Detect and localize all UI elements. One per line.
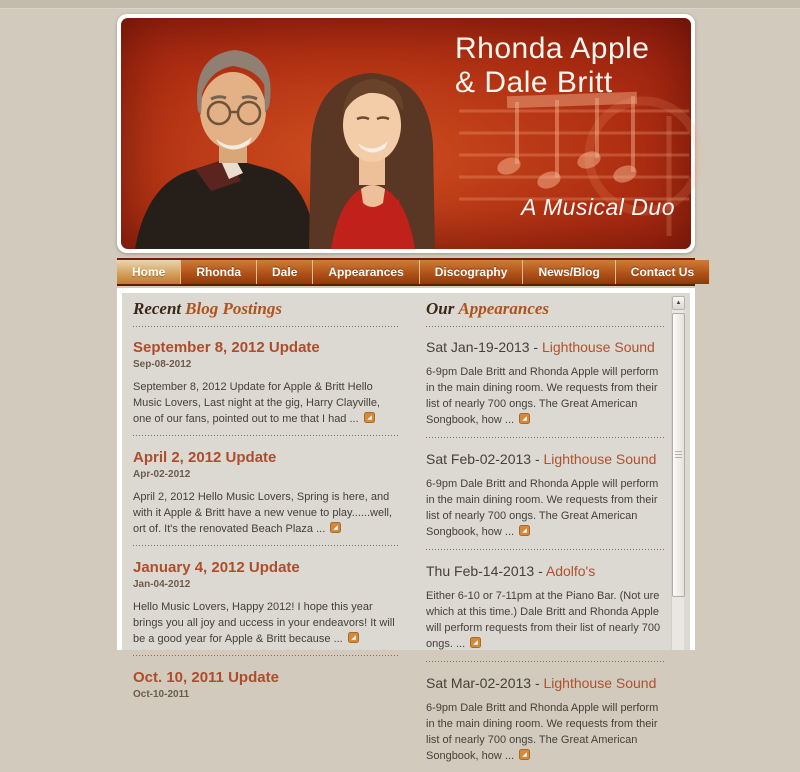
blog-heading [133,299,400,318]
blog-column [133,297,400,709]
blog-post [133,339,400,428]
separator [133,434,400,436]
nav-item-discography[interactable]: Discography [420,260,524,284]
blog-post-title-link[interactable]: January 4, 2012 Update [133,559,300,576]
blog-post-date: Oct-10-2011 [133,689,190,700]
nav-item-home[interactable]: Home [117,260,181,284]
nav-item-contact[interactable]: Contact Us [616,260,710,284]
nav-item-rhonda[interactable]: Rhonda [181,260,257,284]
site-title-line2: & Dale Britt [455,66,613,99]
appearance-title [426,451,664,467]
header-banner [121,18,691,249]
blog-post-excerpt: Hello Music Lovers, Happy 2012! I hope this year brings you all joy and uccess in your endeavors! It will be a good year for Apple & Britt because ... [133,599,400,648]
music-notes-graphic [459,86,689,246]
appearance-item [426,563,664,653]
appearance-item [426,339,664,429]
site-tagline: A Musical Duo [521,194,675,220]
nav-item-newsblog[interactable]: News/Blog [523,260,615,284]
appearance-venue-link[interactable]: Lighthouse Sound [543,675,657,691]
appearance-venue-link[interactable]: Lighthouse Sound [543,451,657,467]
appearance-item [426,675,664,765]
content-area [122,293,690,762]
nav-item-dale[interactable]: Dale [257,260,313,284]
blog-post-title-link[interactable]: April 2, 2012 Update [133,449,277,466]
blog-post-date: Sep-08-2012 [133,359,192,370]
read-more-icon[interactable] [519,413,530,429]
separator [133,654,400,656]
separator [426,660,664,662]
scrollbar-thumb[interactable] [672,313,685,597]
separator [426,436,664,438]
appearances-heading-accent: Appearances [458,299,550,318]
blog-post [133,449,400,538]
appearance-item [426,451,664,541]
appearance-title [426,563,664,579]
separator [133,544,400,546]
scroll-up-arrow-icon: ▲ [675,300,682,306]
blog-post [133,559,400,648]
appearance-title [426,675,664,691]
site-wrapper [117,14,695,762]
appearances-heading-prefix: Our [426,299,455,318]
appearance-description: 6-9pm Dale Britt and Rhonda Apple will perform in the main dining room. We requests from their list of nearly 700 ongs. The Great American Songbook, how ... [426,364,664,429]
read-more-icon[interactable] [364,412,375,428]
read-more-icon[interactable] [470,637,481,653]
appearance-venue-link[interactable]: Adolfo's [545,563,596,579]
read-more-icon[interactable] [519,525,530,541]
blog-post-date: Apr-02-2012 [133,469,191,480]
blog-post-date: Jan-04-2012 [133,579,191,590]
content-frame [117,288,695,762]
appearance-description: Either 6-10 or 7-11pm at the Piano Bar. (Not ure which at this time.) Dale Britt and Rhonda Apple will perform requests from their list of nearly 700 ongs. ... [426,588,664,653]
scrollbar-grip-icon [675,451,682,459]
separator [133,325,400,327]
separator [426,325,664,327]
separator [426,548,664,550]
appearances-column [426,297,664,772]
appearances-heading [426,299,664,318]
appearance-description: 6-9pm Dale Britt and Rhonda Apple will perform in the main dining room. We requests from their list of nearly 700 ongs. The Great American Songbook, how ... [426,700,664,765]
read-more-icon[interactable] [330,522,341,538]
read-more-icon[interactable] [519,749,530,765]
appearance-date: Sat Mar-02-2013 - [426,675,544,691]
scrollbar-up-button[interactable] [672,296,685,310]
blog-post [133,669,400,700]
appearance-date: Thu Feb-14-2013 - [426,563,546,579]
blog-post-title-link[interactable]: September 8, 2012 Update [133,339,320,356]
blog-heading-accent: Blog Postings [185,299,282,318]
blog-post-excerpt: April 2, 2012 Hello Music Lovers, Spring is here, and with it Apple & Britt have a new venue to play......well, ort of. It's the renovated Beach Plaza ... [133,489,400,538]
appearance-date: Sat Jan-19-2013 - [426,339,542,355]
site-title-line1: Rhonda Apple [455,32,650,65]
main-nav [117,258,695,286]
blog-post-excerpt: September 8, 2012 Update for Apple & Britt Hello Music Lovers, Last night at the gig, Harry Clayville, one of our fans, pointed out to me that I had ... [133,379,400,428]
content-scrollbar-track[interactable] [671,296,684,650]
blog-post-title-link[interactable]: Oct. 10, 2011 Update [133,669,279,686]
duo-photo [121,29,481,249]
appearance-venue-link[interactable]: Lighthouse Sound [541,339,655,355]
appearance-date: Sat Feb-02-2013 - [426,451,544,467]
read-more-icon[interactable] [348,632,359,648]
nav-item-appearances[interactable]: Appearances [313,260,419,284]
appearance-title [426,339,664,355]
page-top-strip [0,0,800,9]
appearance-description: 6-9pm Dale Britt and Rhonda Apple will perform in the main dining room. We requests from their list of nearly 700 ongs. The Great American Songbook, how ... [426,476,664,541]
site-header [117,14,695,253]
blog-heading-prefix: Recent [133,299,182,318]
site-title [455,32,650,100]
